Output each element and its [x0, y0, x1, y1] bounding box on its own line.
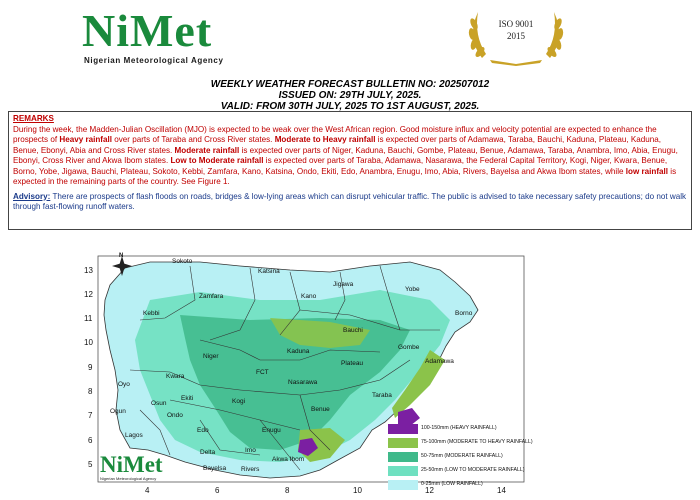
state-label-yobe: Yobe: [405, 286, 420, 293]
remarks-segment: is expected in the remaining parts of the country. See Figure 1.: [13, 166, 677, 186]
state-label-akwa-ibom: Akwa Ibom: [272, 456, 305, 463]
state-label-osun: Osun: [151, 400, 167, 407]
state-label-borno: Borno: [455, 310, 473, 317]
legend-swatch-low-moderate: [388, 466, 418, 476]
legend-item-moderate: [388, 452, 528, 463]
state-label-plateau: Plateau: [341, 360, 364, 367]
x-tick-8: 8: [285, 486, 290, 495]
state-label-katsina: Katsina: [258, 268, 280, 275]
y-tick-5: 5: [88, 460, 93, 469]
state-label-jigawa: Jigawa: [333, 281, 354, 288]
state-label-fct: FCT: [256, 369, 269, 376]
low-moderate-emphasis: Low to Moderate rainfall: [170, 156, 264, 165]
low-rainfall-emphasis: low rainfall: [625, 166, 669, 176]
y-tick-6: 6: [88, 436, 93, 445]
bulletin-number: WEEKLY WEATHER FORECAST BULLETIN NO: 202507012: [210, 79, 490, 90]
state-label-oyo: Oyo: [118, 381, 130, 388]
heavy-rainfall-emphasis: Heavy rainfall: [59, 135, 112, 144]
advisory-label: Advisory:: [13, 191, 51, 201]
y-tick-11: 11: [84, 314, 93, 323]
x-tick-14: 14: [497, 486, 506, 495]
state-label-bayelsa: Bayelsa: [203, 465, 227, 472]
nimet-logo-subtitle: Nigerian Meteorological Agency: [84, 56, 224, 65]
state-label-adamawa: Adamawa: [425, 358, 454, 365]
state-label-nasarawa: Nasarawa: [288, 379, 318, 386]
legend-label-moderate: 50-75mm (MODERATE RAINFALL): [421, 453, 503, 459]
state-label-ogun: Ogun: [110, 408, 126, 415]
issued-date: ISSUED ON: 29TH JULY, 2025.: [278, 90, 422, 101]
state-label-sokoto: Sokoto: [172, 258, 193, 265]
map-watermark-logo: [100, 452, 182, 482]
remarks-segment: is expected over parts of Adamawa, Taraba, Bauchi, Kaduna, Plateau, Kaduna, Benue, Ebonyi, Abia and Cross River states.: [13, 135, 662, 155]
y-tick-13: 13: [84, 266, 93, 275]
state-label-kebbi: Kebbi: [143, 310, 160, 317]
nimet-logo-text: NiMet: [82, 5, 213, 56]
legend-label-low: 0-25mm (LOW RAINFALL): [421, 481, 483, 487]
state-label-bauchi: Bauchi: [343, 327, 363, 334]
legend-item-heavy: [388, 424, 528, 435]
y-tick-9: 9: [88, 363, 93, 372]
remarks-title: REMARKS: [13, 114, 54, 123]
rainfall-legend: [388, 424, 533, 494]
legend-item-moderate-heavy: [388, 438, 533, 449]
state-label-imo: Imo: [245, 447, 256, 454]
legend-swatch-moderate-heavy: [388, 438, 418, 448]
state-label-rivers: Rivers: [241, 466, 260, 473]
state-label-lagos: Lagos: [125, 432, 143, 439]
y-tick-7: 7: [88, 411, 93, 420]
map-logo-text: NiMet: [100, 452, 163, 477]
compass-north-label: N: [119, 253, 124, 259]
remarks-segment: over parts of Taraba and Cross River states.: [111, 135, 275, 144]
state-label-kaduna: Kaduna: [287, 348, 310, 355]
remarks-segment: During the week, the Madden-Julian Oscillation (MJO) is expected to be weak over the West African region. Good moisture influx and velocity potential are expected to enhance the prospects of: [13, 124, 657, 144]
legend-item-low-moderate: [388, 466, 528, 477]
legend-label-heavy: 100-150mm (HEAVY RAINFALL): [421, 425, 497, 431]
x-tick-10: 10: [353, 486, 362, 495]
y-tick-10: 10: [84, 338, 93, 347]
y-tick-12: 12: [84, 290, 93, 299]
remarks-segment: is expected over parts of Taraba, Adamawa, Nasarawa, the Federal Capital Territory, Kogi, Niger, Kwara, Benue, Borno, Yobe, Jigawa, Bauchi, Plateau, Sokoto, Kebbi, Zamfara, Kano, Katsina, Ondo, Ekiti, Edo, Anambra, Enugu, Imo, Abia, Rivers, Bayelsa and Akwa Ibom states, while: [13, 156, 668, 176]
state-label-gombe: Gombe: [398, 344, 420, 351]
advisory-body: There are prospects of flash floods on roads, bridges & low-lying areas which can disrupt vehicular traffic. The public is advised to take necessary safety precautions; do not walk through fast-flowing runoff waters.: [13, 191, 687, 211]
legend-label-moderate-heavy: 75-100mm (MODERATE TO HEAVY RAINFALL): [421, 439, 533, 445]
x-tick-4: 4: [145, 486, 150, 495]
state-label-kwara: Kwara: [166, 373, 185, 380]
state-label-taraba: Taraba: [372, 392, 392, 399]
state-label-zamfara: Zamfara: [199, 293, 224, 300]
y-tick-8: 8: [88, 387, 93, 396]
state-label-delta: Delta: [200, 449, 216, 456]
legend-label-low-moderate: 25-50mm (LOW TO MODERATE RAINFALL): [421, 467, 525, 473]
validity-period: VALID: FROM 30TH JULY, 2025 TO 1ST AUGUST, 2025.: [220, 101, 480, 112]
x-tick-12: 12: [425, 486, 434, 495]
state-label-enugu: Enugu: [262, 427, 281, 434]
moderate-emphasis: Moderate rainfall: [174, 145, 240, 155]
legend-swatch-heavy: [388, 424, 418, 434]
state-label-benue: Benue: [311, 406, 330, 413]
state-label-niger: Niger: [203, 353, 219, 360]
x-tick-6: 6: [215, 486, 220, 495]
legend-item-low: [388, 480, 528, 491]
legend-swatch-moderate: [388, 452, 418, 462]
iso-label: ISO 9001: [498, 19, 534, 29]
map-logo-subtitle: Nigerian Meteorological Agency: [100, 476, 157, 481]
moderate-heavy-emphasis: Moderate to Heavy rainfall: [274, 135, 376, 144]
state-label-ekiti: Ekiti: [181, 395, 194, 402]
legend-swatch-low: [388, 480, 418, 490]
state-label-edo: Edo: [197, 427, 209, 434]
remarks-segment: is expected over parts of Niger, Kaduna, Bauchi, Gombe, Plateau, Benue, Adamawa, Taraba, Anambra, Imo, Abia, Enugu, Ebonyi, Cross River and Akwa Ibom states.: [13, 145, 678, 165]
iso-year: 2015: [507, 31, 525, 41]
state-label-kano: Kano: [301, 293, 317, 300]
state-label-ondo: Ondo: [167, 412, 183, 419]
state-label-kogi: Kogi: [232, 398, 246, 405]
